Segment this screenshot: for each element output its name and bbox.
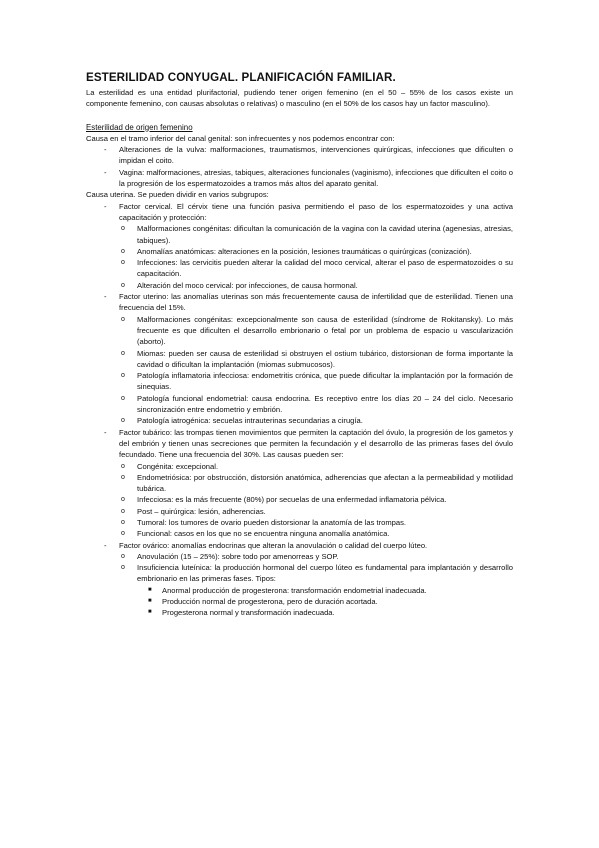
circle-bullet: o: [121, 473, 125, 481]
uterine-intro: Causa uterina. Se pueden dividir en varios subgrupos:: [86, 190, 269, 200]
list-item: o Malformaciones congénitas: dificultan la comunicación de la vagina con la cavidad uterina (agenesias, atresias, tabiques).: [121, 224, 513, 245]
list-item: o Funcional: casos en los que no se encuentra ninguna anomalía anatómica.: [121, 529, 390, 539]
document-title: ESTERILIDAD CONYUGAL. PLANIFICACIÓN FAMILIAR.: [86, 71, 396, 84]
circle-bullet: o: [121, 372, 125, 380]
intro-paragraph: La esterilidad es una entidad plurifactorial, pudiendo tener origen femenino (en el 50 – 55% de los casos existe un componente femenino, con causas absolutas o relativas) o masculino (en el 50% de los casos hay un factor masculino).: [86, 88, 513, 109]
section-heading: Esterilidad de origen femenino: [86, 122, 193, 132]
circle-bullet: o: [121, 552, 125, 560]
factor-sublist: [119, 461, 513, 540]
factor-uterino: - Factor uterino: las anomalías uterinas son más frecuentemente causa de infertilidad que de esterilidad. Tienen una frecuencia del 15%. o Malformaciones congénitas: excepcionalmente son causa de esterilidad (síndrome de Rokitansky). Lo más frecuente es que dificulten el desarrollo embrionario o fetal por un problema de espacio u vascularización (aborto). o Miomas: pueden ser causa de esterilidad si obstruyen el ostium tubárico, distorsionan de forma importante la cavidad o dificultan la implantación (miomas submucosos). o Patología inflamatoria infecciosa: endometritis crónica, que puede dificultar la implantación por la formación de sinequias. o Patología funcional endometrial: causa endocrina. Es receptivo entre los días 20 – 24 del ciclo. Necesario sincronización entre endometrio y embrión. o Patología iatrogénica: secuelas intrauterinas secundarias a cirugía.: [104, 292, 513, 426]
factor-list: [86, 201, 513, 619]
list-item: ■ Progesterona normal y transformación inadecuada.: [148, 608, 335, 618]
circle-bullet: o: [121, 349, 125, 357]
list-item: o Congénita: excepcional.: [121, 461, 219, 471]
list-item: o Patología funcional endometrial: causa endocrina. Es receptivo entre los días 20 – 24 del ciclo. Necesario sincronización entre endometrio y embrión.: [121, 393, 513, 415]
list-item: o Patología inflamatoria infecciosa: endometritis crónica, que puede dificultar la implantación por la formación de sinequias.: [121, 371, 513, 392]
square-bullet: ■: [148, 586, 152, 593]
list-item: o Endometriósica: por obstrucción, distorsión anatómica, adherencias que afectan a la permeabilidad y motilidad tubárica.: [121, 472, 513, 494]
circle-bullet: o: [121, 417, 125, 425]
factor-tubarico: - Factor tubárico: las trompas tienen movimientos que permiten la captación del óvulo, la progresión de los gametos y del embrión y tienen unas secreciones que permiten la fecundación y el desarrollo de las primeras fases del óvulo fecundado. Tiene una frecuencia del 30%. Las causas pueden ser: o Congénita: excepcional. o Endometriósica: por obstrucción, distorsión anatómica, adherencias que afectan a la permeabilidad y motilidad tubárica. o Infecciosa: es la más frecuente (80%) por secuelas de una enfermedad inflamatoria pélvica. o Post – quirúrgica: lesión, adherencias. o Tumoral: los tumores de ovario pueden distorsionar la anatomía de las trompas. o Funcional: casos en los que no se encuentra ninguna anomalía anatómica.: [104, 427, 513, 539]
list-item: o Anovulación (15 – 25%): sobre todo por amenorreas y SOP.: [121, 551, 339, 561]
dash-bullet: -: [104, 427, 107, 437]
circle-bullet: o: [121, 225, 125, 233]
circle-bullet: o: [121, 496, 125, 504]
dash-bullet: -: [104, 292, 107, 302]
list-item: o Miomas: pueden ser causa de esterilidad si obstruyen el ostium tubárico, distorsionan de forma importante la cavidad o dificultan la implantación (miomas submucosos).: [121, 348, 513, 369]
circle-bullet: o: [121, 518, 125, 526]
factor-sublist: [119, 551, 513, 619]
circle-bullet: o: [121, 315, 125, 323]
factor-ovarico: - Factor ovárico: anomalías endocrinas que alteran la anovulación o calidad del cuerpo lúteo. o Anovulación (15 – 25%): sobre todo por amenorreas y SOP. o Insuficiencia luteínica: la producción hormonal del cuerpo lúteo es fundamental para implantación y desarrollo embrionario en las primeras fases. Tipos: ■ Anormal producción de progesterona: transformación endometrial inadecuada. ■ Producción normal de progesterona, pero de duración acortada. ■ Progesterona normal y transformación inadecuada.: [104, 540, 513, 618]
list-item: o Anomalías anatómicas: alteraciones en la posición, lesiones traumáticas o quirúrgicas (conización).: [121, 246, 472, 256]
factor-cervical: - Factor cervical. El cérvix tiene una función pasiva permitiendo el paso de los espermatozoides y una activa capacitación y protección: o Malformaciones congénitas: dificultan la comunicación de la vagina con la cavidad uterina (agenesias, atresias, tabiques). o Anomalías anatómicas: alteraciones en la posición, lesiones traumáticas o quirúrgicas (conización). o Infecciones: las cervicitis pueden alterar la calidad del moco cervical, alterar el paso de espermatozoides o su capacitación. o Alteración del moco cervical: por infecciones, de causa hormonal.: [104, 201, 513, 290]
dash-bullet: -: [104, 145, 107, 155]
circle-bullet: o: [121, 281, 125, 289]
list-item: o Patología iatrogénica: secuelas intrauterinas secundarias a cirugía.: [121, 416, 363, 426]
list-item: o Alteración del moco cervical: por infecciones, de causa hormonal.: [121, 280, 358, 290]
square-bullet: ■: [148, 609, 152, 616]
list-item: ■ Anormal producción de progesterona: transformación endometrial inadecuada.: [148, 585, 427, 595]
circle-bullet: o: [121, 462, 125, 470]
nested-sublist: [137, 585, 513, 619]
square-bullet: ■: [148, 598, 152, 605]
list-item: - Alteraciones de la vulva: malformaciones, traumatismos, intervenciones quirúrgicas, infecciones que dificulten o impidan el coito.: [104, 145, 513, 166]
circle-bullet: o: [121, 530, 125, 538]
dash-bullet: -: [104, 540, 107, 550]
list-item: o Insuficiencia luteínica: la producción hormonal del cuerpo lúteo es fundamental para implantación y desarrollo embrionario en las primeras fases. Tipos: ■ Anormal producción de progesterona: transformación endometrial inadecuada. ■ Producción normal de progesterona, pero de duración acortada. ■ Progesterona normal y transformación inadecuada.: [121, 563, 513, 618]
circle-bullet: o: [121, 259, 125, 267]
list-item: o Post – quirúrgica: lesión, adherencias.: [121, 506, 266, 516]
lower-tract-list: [86, 144, 513, 189]
circle-bullet: o: [121, 394, 125, 402]
lower-tract-intro: Causa en el tramo inferior del canal genital: son infrecuentes y nos podemos encontrar con:: [86, 133, 395, 143]
factor-sublist: [119, 223, 513, 291]
list-item: - Vagina: malformaciones, atresias, tabiques, alteraciones funcionales (vaginismo), infecciones que dificulten el coito o la progresión de los espermatozoides a tramos más altos del aparato genital.: [104, 167, 513, 189]
circle-bullet: o: [121, 247, 125, 255]
list-item: o Infecciosa: es la más frecuente (80%) por secuelas de una enfermedad inflamatoria pélvica.: [121, 495, 447, 505]
circle-bullet: o: [121, 507, 125, 515]
dash-bullet: -: [104, 167, 107, 177]
list-item: ■ Producción normal de progesterona, pero de duración acortada.: [148, 597, 378, 607]
circle-bullet: o: [121, 564, 125, 572]
list-item: o Malformaciones congénitas: excepcionalmente son causa de esterilidad (síndrome de Rokitansky). Lo más frecuente es que dificulten el desarrollo embrionario o fetal por un problema de espacio u vascularización (aborto).: [121, 314, 513, 347]
factor-sublist: [119, 314, 513, 427]
list-item: o Infecciones: las cervicitis pueden alterar la calidad del moco cervical, alterar el paso de espermatozoides o su capacitación.: [121, 258, 513, 279]
dash-bullet: -: [104, 201, 107, 211]
list-item: o Tumoral: los tumores de ovario pueden distorsionar la anatomía de las trompas.: [121, 517, 407, 527]
